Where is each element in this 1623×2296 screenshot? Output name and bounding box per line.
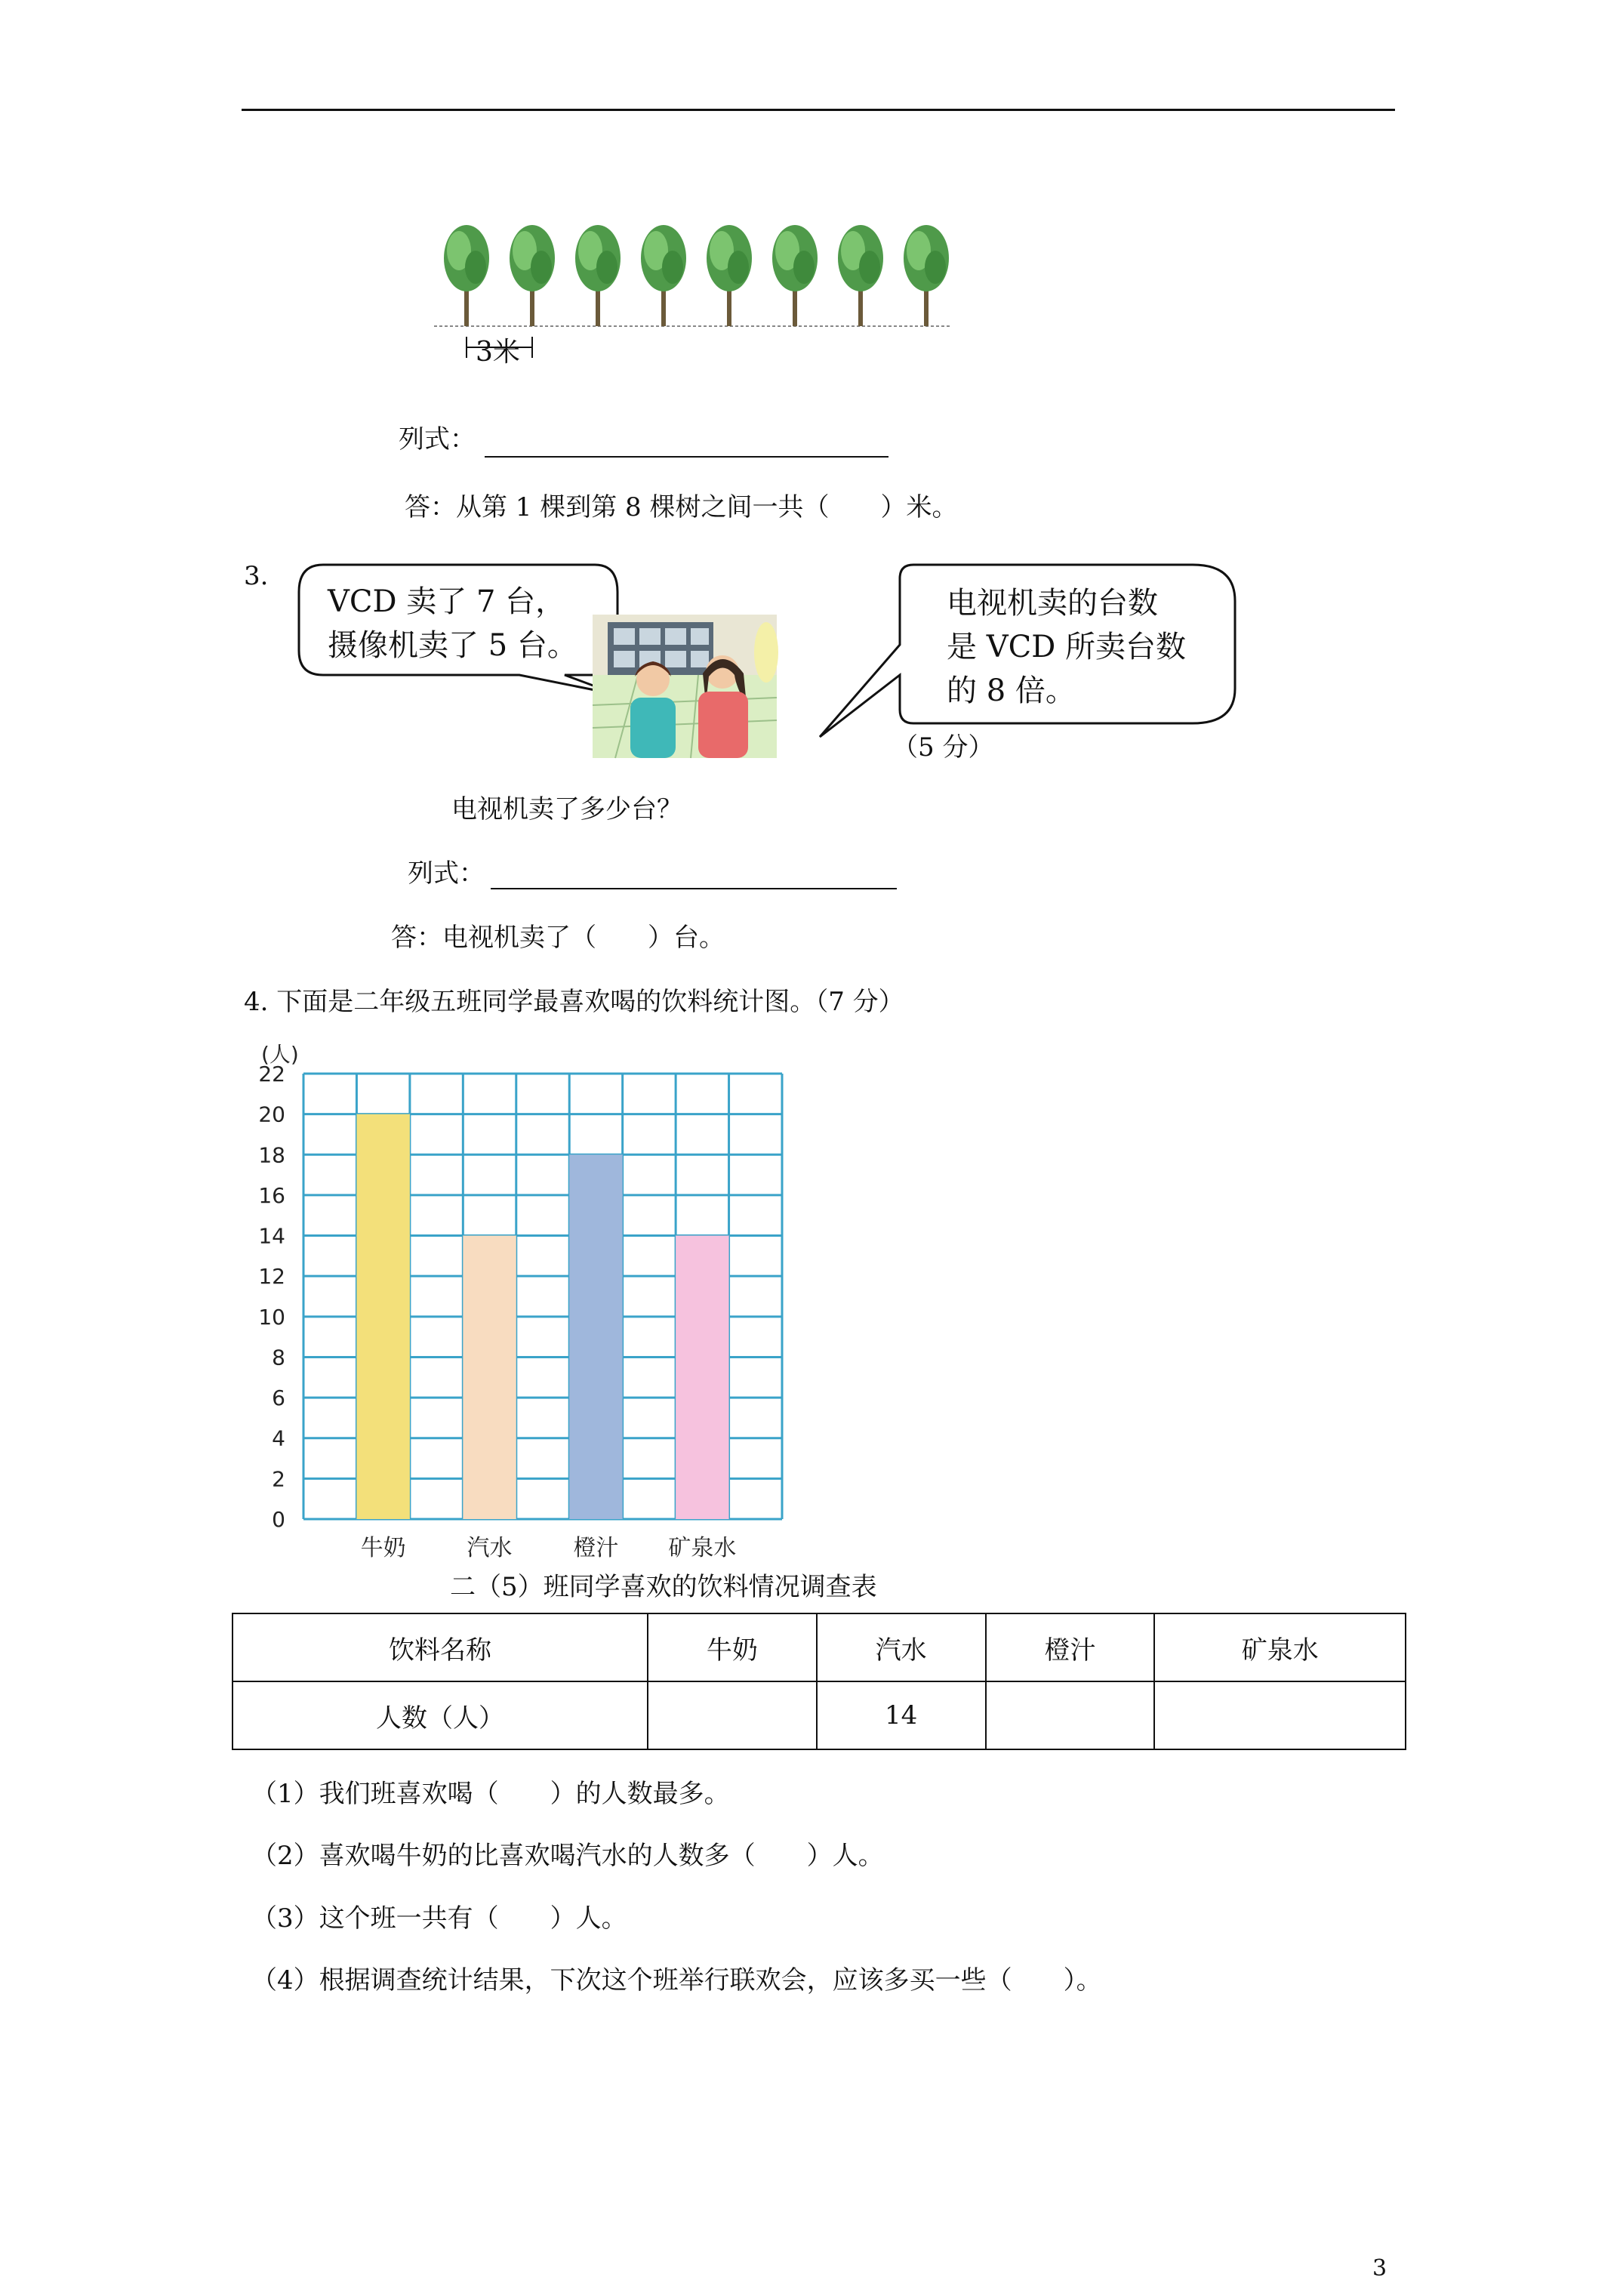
header-orange-juice: 橙汁: [986, 1613, 1155, 1681]
header-drink-name: 饮料名称: [233, 1613, 648, 1681]
y-tick-label-3: 6: [272, 1385, 285, 1411]
table-header-row: [233, 1613, 1406, 1681]
left-bubble-line-1: VCD 卖了 7 台，: [328, 584, 566, 619]
q3-answer: 答：电视机卖了（ ）台。: [391, 923, 725, 953]
cell-milk-count[interactable]: [648, 1681, 817, 1749]
y-tick-label-5: 10: [258, 1304, 285, 1330]
tree-icon: [575, 225, 621, 326]
tree-icon: [838, 225, 883, 326]
q4-question-4: （4）根据调查统计结果，下次这个班举行联欢会，应该多买一些（ ）。: [251, 1965, 1102, 1996]
x-tick-label-0: 牛奶: [360, 1535, 406, 1561]
x-tick-label-3: 矿泉水: [668, 1535, 737, 1561]
cell-soda-count: 14: [817, 1681, 986, 1749]
left-bubble-line-2: 摄像机卖了 5 台。: [328, 628, 577, 663]
y-tick-label-6: 12: [258, 1264, 285, 1290]
spacing-label: 3米: [476, 337, 520, 368]
header-milk: 牛奶: [648, 1613, 817, 1681]
x-tick-label-2: 橙汁: [573, 1535, 619, 1561]
q3-number: 3.: [244, 561, 269, 591]
y-tick-label-11: 22: [258, 1062, 285, 1086]
tree-row-figure: [430, 204, 959, 408]
bar-3: [676, 1236, 728, 1519]
right-bubble-line-3: 的 8 倍。: [947, 673, 1076, 708]
tree-icon: [641, 225, 686, 326]
y-tick-label-10: 20: [258, 1102, 285, 1127]
right-bubble-line-1: 电视机卖的台数: [947, 586, 1158, 621]
q2-formula-blank[interactable]: [485, 456, 888, 458]
tree-icon: [444, 225, 489, 326]
bar-1: [463, 1236, 516, 1519]
tree-icon: [772, 225, 818, 326]
salespeople-illustration: [593, 615, 777, 758]
survey-table-title: 二（5）班同学喜欢的饮料情况调查表: [450, 1572, 877, 1602]
y-tick-label-8: 16: [258, 1182, 285, 1208]
q3-formula-label: 列式：: [408, 858, 485, 889]
bar-0: [356, 1114, 409, 1519]
y-tick-label-1: 2: [272, 1466, 285, 1492]
y-tick-label-2: 4: [272, 1425, 285, 1451]
y-tick-label-4: 8: [272, 1345, 285, 1370]
tree-icon: [904, 225, 949, 326]
y-tick-label-0: 0: [272, 1507, 285, 1532]
chart-y-axis-label: (人): [261, 1042, 299, 1067]
q2-formula-label: 列式：: [399, 424, 476, 455]
q4-question-3: （3）这个班一共有（ ）人。: [251, 1903, 627, 1934]
header-soda: 汽水: [817, 1613, 986, 1681]
tree-icon: [510, 225, 555, 326]
header-mineral-water: 矿泉水: [1154, 1613, 1406, 1681]
q4-question-2: （2）喜欢喝牛奶的比喜欢喝汽水的人数多（ ）人。: [251, 1841, 884, 1871]
header-rule: [242, 109, 1395, 111]
cell-orange-juice-count[interactable]: [986, 1681, 1155, 1749]
y-tick-label-9: 18: [258, 1142, 285, 1168]
q2-answer: 答：从第 1 棵到第 8 棵树之间一共（ ）米。: [405, 492, 958, 522]
tree-icon: [707, 225, 752, 326]
cell-mineral-water-count[interactable]: [1154, 1681, 1406, 1749]
q3-question: 电视机卖了多少台？: [451, 794, 682, 824]
q3-formula-blank[interactable]: [491, 888, 897, 889]
bar-2: [569, 1154, 622, 1519]
survey-table: [232, 1613, 1406, 1750]
page-number: 3: [1372, 2255, 1387, 2282]
right-bubble-line-2: 是 VCD 所卖台数: [947, 630, 1186, 664]
table-row: [233, 1681, 1406, 1749]
drink-bar-chart: [249, 1034, 808, 1561]
x-tick-label-1: 汽水: [467, 1535, 513, 1561]
y-tick-label-7: 14: [258, 1223, 285, 1249]
q4-question-1: （1）我们班喜欢喝（ ）的人数最多。: [251, 1779, 730, 1809]
q4-title: 4. 下面是二年级五班同学最喜欢喝的饮料统计图。（7 分）: [244, 987, 904, 1017]
row-label-count: 人数（人）: [233, 1681, 648, 1749]
q3-score: （5 分）: [892, 732, 994, 763]
